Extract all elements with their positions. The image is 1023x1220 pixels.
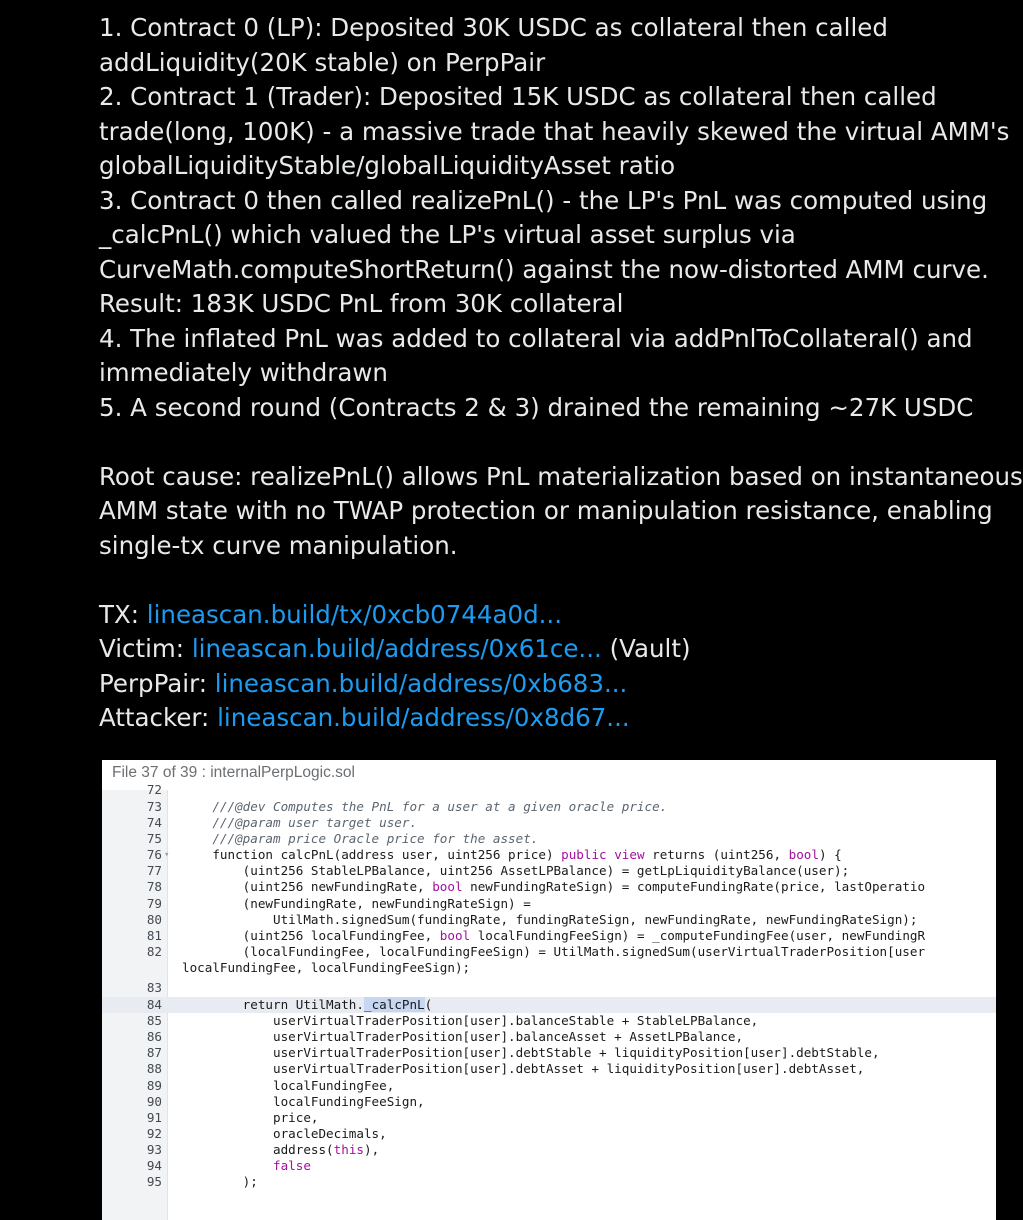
code-text: (uint256 localFundingFee, bool localFundingFeeSign) = _computeFundingFee(user, newFundingR xyxy=(182,927,926,943)
line-number: 72 xyxy=(146,782,162,797)
code-text: ///@param price Oracle price for the asset. xyxy=(182,831,539,847)
line-number: 91 xyxy=(146,1109,162,1125)
line-number: 80 xyxy=(146,911,162,927)
code-line xyxy=(102,1094,996,1110)
code-line xyxy=(102,1174,996,1190)
code-text: localFundingFee, xyxy=(182,1077,395,1093)
code-text: oracleDecimals, xyxy=(182,1125,387,1141)
code-line xyxy=(102,1078,996,1094)
post-line: CurveMath.computeShortReturn() against the now-distorted AMM curve. xyxy=(99,254,989,284)
line-number: 93 xyxy=(146,1141,162,1157)
root-cause-line: Root cause: realizePnL() allows PnL materialization based on instantaneous xyxy=(99,461,1023,491)
code-line xyxy=(102,815,996,831)
line-number: 86 xyxy=(146,1029,162,1045)
code-text: (uint256 newFundingRate, bool newFundingRateSign) = computeFundingRate(price, lastOperatio xyxy=(182,879,926,895)
code-line xyxy=(102,912,996,928)
code-lines xyxy=(102,782,996,1190)
attacker-label: Attacker: xyxy=(99,703,218,732)
root-cause-line: AMM state with no TWAP protection or manipulation resistance, enabling xyxy=(99,496,993,525)
post-body xyxy=(99,11,1023,736)
victim-link[interactable]: lineascan.build/address/0x61ce... xyxy=(191,634,602,663)
line-number: 95 xyxy=(146,1174,162,1190)
code-line xyxy=(102,1158,996,1174)
code-text: address(this), xyxy=(182,1141,380,1157)
post-line: 5. A second round (Contracts 2 & 3) drained the remaining ~27K USDC xyxy=(99,392,974,422)
perppair-link[interactable]: lineascan.build/address/0xb683... xyxy=(214,668,628,698)
tx-row xyxy=(99,598,1009,633)
file-title: File 37 of 39 : internalPerpLogic.sol xyxy=(112,764,355,781)
code-line-highlighted xyxy=(102,997,996,1013)
code-text: ); xyxy=(182,1174,258,1190)
file-header xyxy=(102,760,996,790)
victim-suffix: (Vault) xyxy=(601,634,691,663)
post-line: _calcPnL() which valued the LP's virtual asset surplus via xyxy=(99,220,796,249)
code-line xyxy=(102,1061,996,1077)
line-number: 78 xyxy=(146,879,162,895)
post-line: immediately withdrawn xyxy=(99,358,388,387)
code-line xyxy=(102,1126,996,1142)
line-number: 87 xyxy=(146,1045,162,1061)
tx-label: TX: xyxy=(99,599,147,629)
code-text: userVirtualTraderPosition[user].debtAsset + liquidityPosition[user].debtAsset, xyxy=(182,1061,865,1077)
victim-row xyxy=(99,632,1009,667)
code-text: (newFundingRate, newFundingRateSign) = xyxy=(182,895,531,911)
post-line: 3. Contract 0 then called realizePnL() - the LP's PnL was computed using xyxy=(99,185,988,215)
code-text: localFundingFeeSign, xyxy=(182,1093,425,1109)
line-number: 79 xyxy=(146,895,162,911)
code-text: false xyxy=(273,1157,311,1173)
victim-label: Victim: xyxy=(99,634,192,663)
code-line xyxy=(102,847,996,863)
line-number: 81 xyxy=(146,927,162,943)
code-text: (localFundingFee, localFundingFeeSign) = UtilMath.signedSum(userVirtualTraderPosition[user xyxy=(182,943,926,959)
code-line xyxy=(102,944,996,960)
code-line xyxy=(102,1029,996,1045)
partial-line xyxy=(102,782,996,799)
perppair-row xyxy=(99,667,1009,702)
code-screenshot-card[interactable] xyxy=(102,760,996,1220)
code-line xyxy=(102,1013,996,1029)
line-number: 94 xyxy=(146,1157,162,1173)
line-number: 73 xyxy=(146,799,162,814)
line-number: 84 xyxy=(146,997,162,1013)
tx-link[interactable]: lineascan.build/tx/0xcb0744a0d... xyxy=(146,599,562,629)
code-text: localFundingFee, localFundingFeeSign); xyxy=(182,959,471,975)
line-number: 76 xyxy=(146,847,162,863)
fold-chevron-icon[interactable]: ▾ xyxy=(164,850,170,861)
code-line xyxy=(102,831,996,847)
code-line-wrapped xyxy=(102,960,996,976)
line-number: 74 xyxy=(146,815,162,831)
root-cause-line: single-tx curve manipulation. xyxy=(99,530,458,560)
post-line: Result: 183K USDC PnL from 30K collateral xyxy=(99,289,624,318)
code-line xyxy=(102,928,996,944)
post-line: 1. Contract 0 (LP): Deposited 30K USDC as collateral then called xyxy=(99,13,888,42)
line-number: 85 xyxy=(146,1013,162,1029)
line-number: 75 xyxy=(146,831,162,847)
line-number: 88 xyxy=(146,1061,162,1077)
code-text: UtilMath.signedSum(fundingRate, fundingRateSign, newFundingRate, newFundingRateSign); xyxy=(182,911,918,927)
code-line xyxy=(102,1110,996,1126)
line-number: 89 xyxy=(146,1077,162,1093)
code-line xyxy=(102,879,996,895)
code-line xyxy=(102,896,996,912)
post-line: addLiquidity(20K stable) on PerpPair xyxy=(99,47,546,77)
line-number: 83 xyxy=(146,980,162,996)
line-number: 90 xyxy=(146,1093,162,1109)
code-text: userVirtualTraderPosition[user].balanceAsset + AssetLPBalance, xyxy=(182,1029,744,1045)
attacker-row xyxy=(99,701,1009,736)
post-line: globalLiquidityStable/globalLiquidityAsset ratio xyxy=(99,151,676,180)
code-line xyxy=(102,976,996,997)
post-line: trade(long, 100K) - a massive trade that heavily skewed the virtual AMM's xyxy=(99,116,1010,146)
code-line xyxy=(102,799,996,815)
post-line: 2. Contract 1 (Trader): Deposited 15K USDC as collateral then called xyxy=(99,82,937,111)
code-text: return UtilMath._calcPnL( xyxy=(182,997,433,1013)
post-line: 4. The inflated PnL was added to collateral via addPnlToCollateral() and xyxy=(99,323,973,353)
code-text: ///@dev Computes the PnL for a user at a given oracle price. xyxy=(182,799,668,814)
code-line xyxy=(102,1045,996,1061)
line-number: 92 xyxy=(146,1125,162,1141)
perppair-label: PerpPair: xyxy=(99,668,215,698)
code-text: function calcPnL(address user, uint256 price) public view returns (uint256, bool) { xyxy=(182,847,842,863)
attacker-link[interactable]: lineascan.build/address/0x8d67... xyxy=(217,703,630,732)
line-number: 77 xyxy=(146,863,162,879)
code-line xyxy=(102,863,996,879)
code-text: (uint256 StableLPBalance, uint256 AssetLPBalance) = getLpLiquidityBalance(user); xyxy=(182,863,850,879)
code-text: price, xyxy=(182,1109,319,1125)
code-text: ///@param user target user. xyxy=(182,815,418,831)
code-text: userVirtualTraderPosition[user].balanceStable + StableLPBalance, xyxy=(182,1013,759,1029)
code-viewer[interactable] xyxy=(102,782,996,1220)
code-line xyxy=(102,1142,996,1158)
code-text: userVirtualTraderPosition[user].debtStable + liquidityPosition[user].debtStable, xyxy=(182,1045,880,1061)
line-number: 82 xyxy=(146,943,162,959)
